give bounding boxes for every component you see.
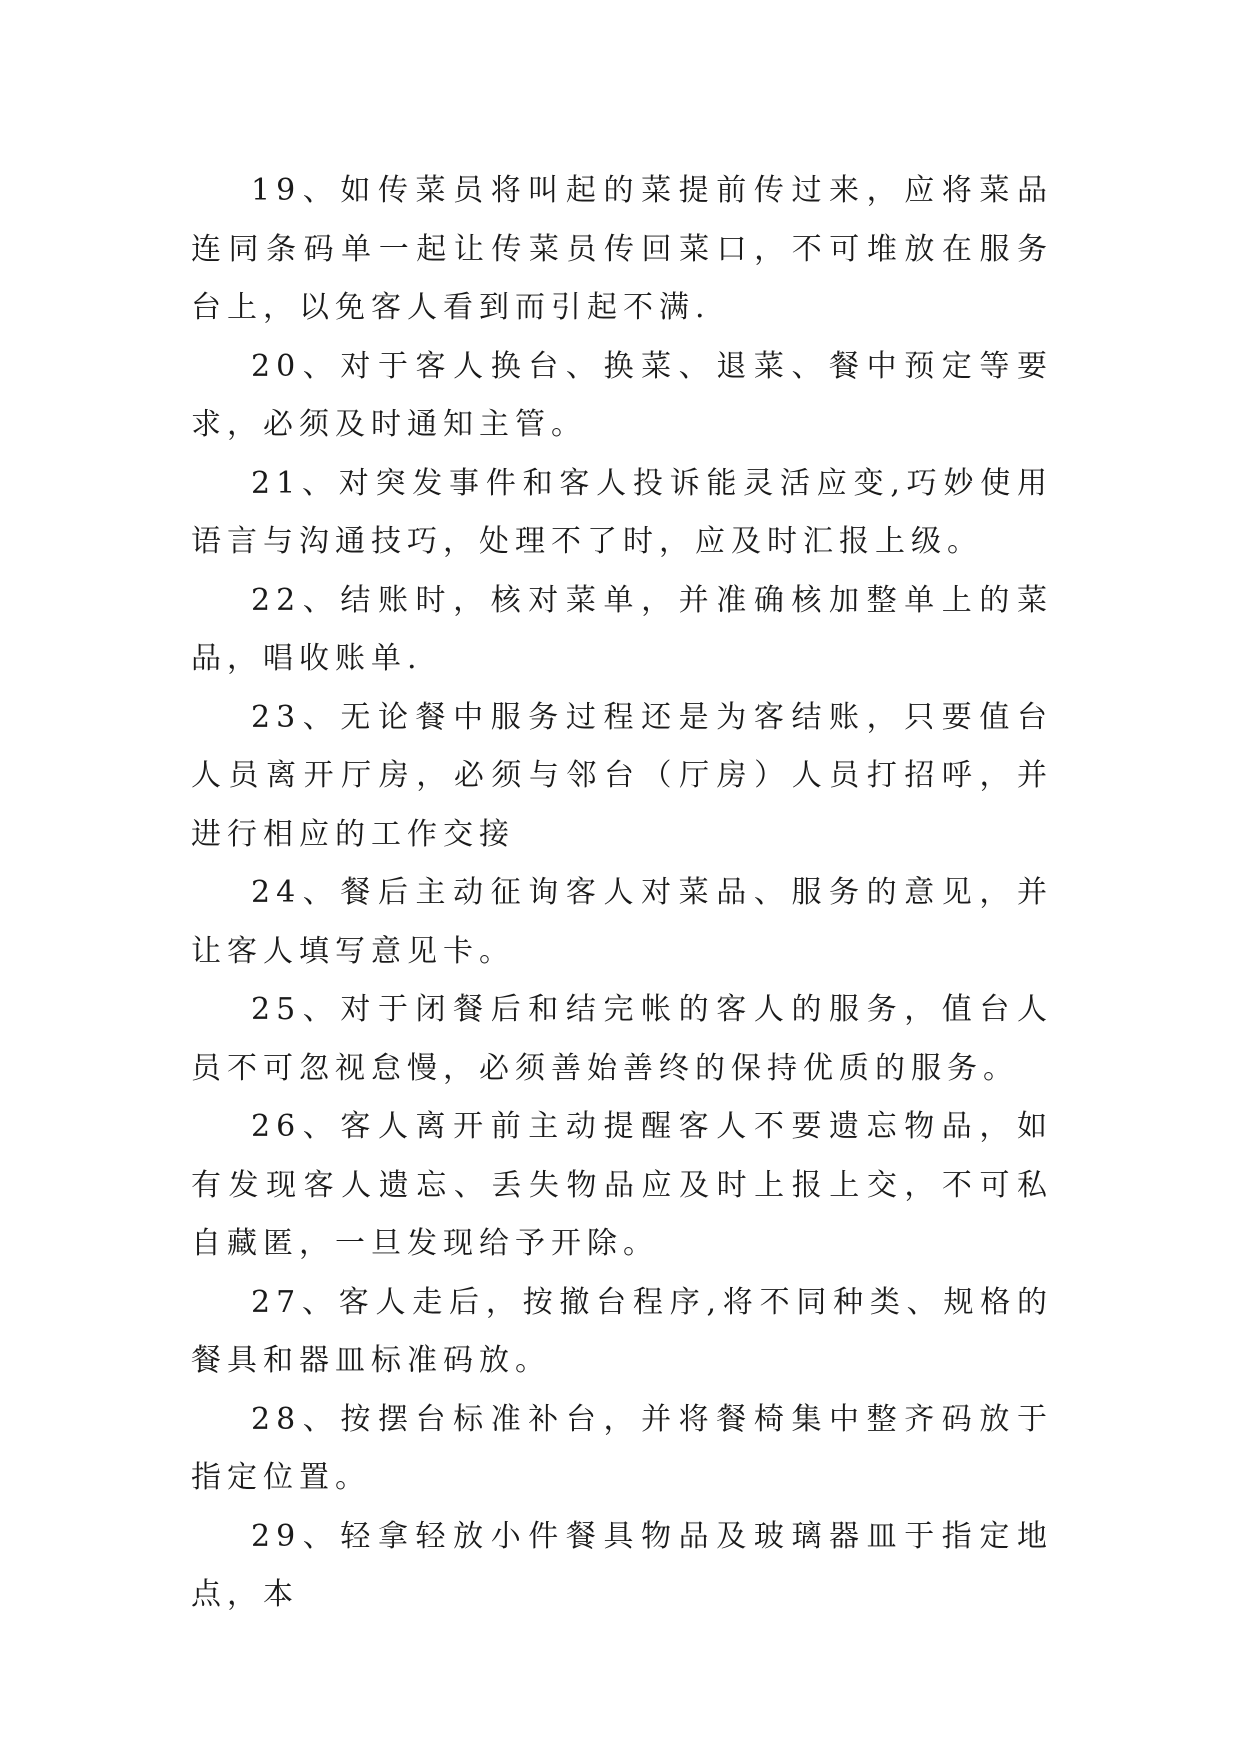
paragraph-item-25: 25、对于闭餐后和结完帐的客人的服务，值台人员不可忽视怠慢，必须善始善终的保持优质的服务。 (191, 992, 1053, 1086)
paragraph-item-29: 29、轻拿轻放小件餐具物品及玻璃器皿于指定地点，本 (191, 1518, 1053, 1612)
paragraph-item-27: 27、客人走后，按撤台程序,将不同种类、规格的餐具和器皿标准码放。 (191, 1284, 1053, 1378)
paragraph-item-20: 20、对于客人换台、换菜、退菜、餐中预定等要求，必须及时通知主管。 (191, 348, 1053, 442)
paragraph-item-22: 22、结账时，核对菜单，并准确核加整单上的菜品，唱收账单. (191, 582, 1053, 676)
paragraph-item-28: 28、按摆台标准补台，并将餐椅集中整齐码放于指定位置。 (191, 1401, 1053, 1495)
document-page (191, 162, 1053, 1625)
paragraph-item-26: 26、客人离开前主动提醒客人不要遗忘物品，如有发现客人遗忘、丢失物品应及时上报上交，不可私自藏匿，一旦发现给予开除。 (191, 1109, 1053, 1261)
paragraph-item-23: 23、无论餐中服务过程还是为客结账，只要值台人员离开厅房，必须与邻台（厅房）人员打招呼，并进行相应的工作交接 (191, 699, 1053, 852)
paragraph-item-24: 24、餐后主动征询客人对菜品、服务的意见，并让客人填写意见卡。 (191, 875, 1053, 969)
paragraph-item-19: 19、如传菜员将叫起的菜提前传过来，应将菜品连同条码单一起让传菜员传回菜口，不可堆放在服务台上，以免客人看到而引起不满. (191, 173, 1053, 325)
paragraph-item-21: 21、对突发事件和客人投诉能灵活应变,巧妙使用语言与沟通技巧，处理不了时，应及时汇报上级。 (191, 465, 1053, 559)
